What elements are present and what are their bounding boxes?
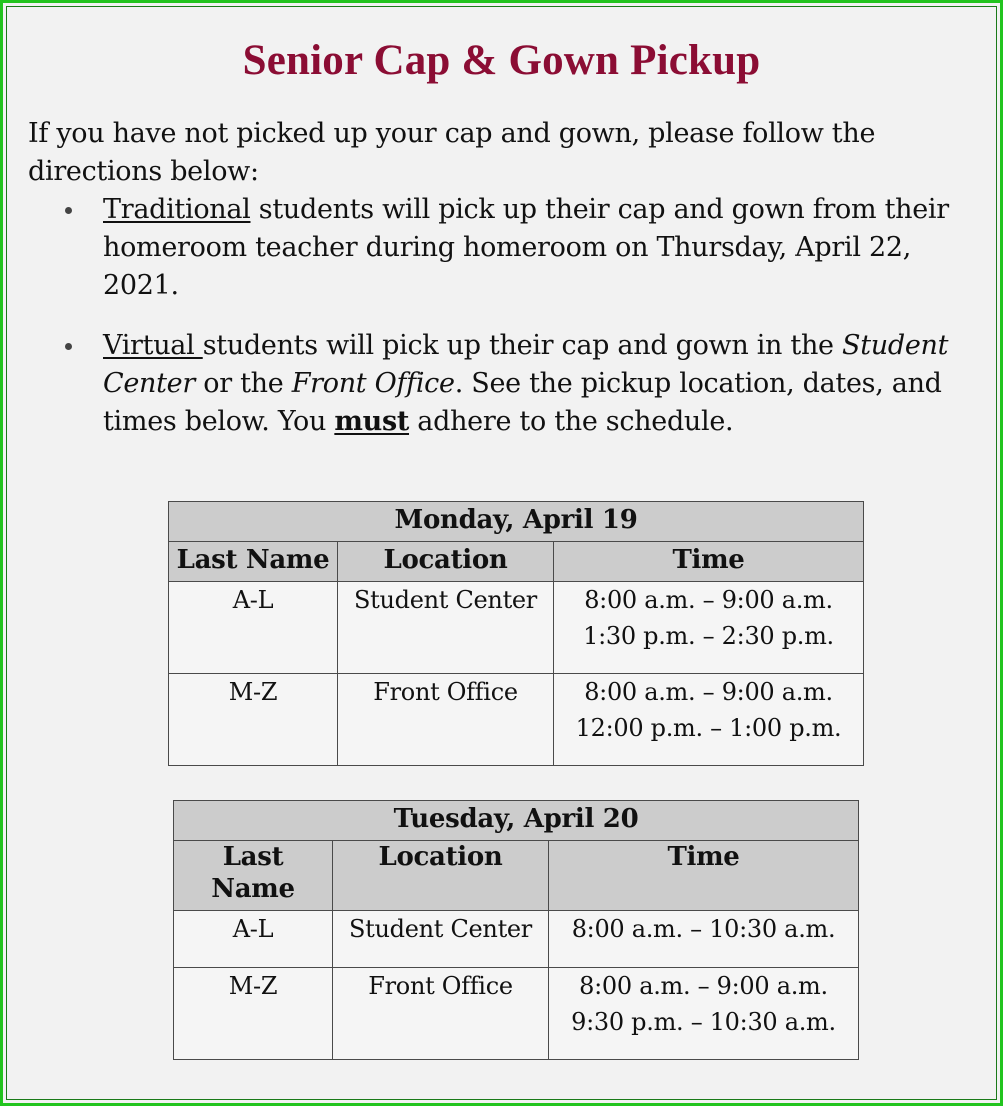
bullet-icon [65, 207, 72, 214]
bullet-virtual [103, 327, 983, 441]
cell-last-name: M-Z [174, 968, 333, 1060]
time-slot: 8:00 a.m. – 9:00 a.m. [584, 586, 833, 614]
place-front-office: Front Office [291, 368, 455, 399]
time-slot: 8:00 a.m. – 9:00 a.m. [579, 972, 828, 1000]
time-slot: 9:30 p.m. – 10:30 a.m. [571, 1008, 836, 1036]
must-emphasis: must [334, 406, 410, 437]
place-student-center: Student Center [103, 330, 949, 399]
column-header-time: Time [554, 542, 864, 582]
bullet-icon [65, 343, 72, 350]
virtual-text: . See the pickup location, dates, and times below. You [103, 368, 942, 437]
table-day-heading: Monday, April 19 [169, 502, 864, 542]
cell-last-name: M-Z [169, 674, 338, 766]
column-header-time: Time [549, 841, 859, 911]
bullet-traditional [103, 191, 983, 305]
virtual-text: adhere to the schedule. [409, 406, 734, 437]
cell-location: Student Center [338, 582, 554, 674]
schedule-table-tuesday [173, 800, 859, 1060]
intro-text: If you have not picked up your cap and gown, please follow the directions below: [28, 118, 876, 187]
traditional-text: students will pick up their cap and gown from their homeroom teacher during homeroom on Thursday, April 22, 2021. [103, 194, 949, 301]
cell-location: Front Office [338, 674, 554, 766]
virtual-label: Virtual [103, 330, 203, 361]
cell-location: Student Center [333, 911, 549, 968]
cell-last-name: A-L [169, 582, 338, 674]
time-slot: 1:30 p.m. – 2:30 p.m. [583, 622, 834, 650]
cell-time [549, 911, 859, 968]
column-header-location: Location [338, 542, 554, 582]
cell-time [549, 968, 859, 1060]
cell-last-name: A-L [174, 911, 333, 968]
virtual-text: students will pick up their cap and gown in the [202, 330, 843, 361]
table-row [174, 911, 859, 968]
column-header-location: Location [333, 841, 549, 911]
table-row [174, 968, 859, 1060]
time-slot: 8:00 a.m. – 9:00 a.m. [584, 678, 833, 706]
column-header-last-name: Last Name [169, 542, 338, 582]
header-line: Name [211, 874, 295, 904]
cell-time [554, 582, 864, 674]
virtual-text: or the [194, 368, 292, 399]
column-header-last-name [174, 841, 333, 911]
cell-location: Front Office [333, 968, 549, 1060]
time-slot: 12:00 p.m. – 1:00 p.m. [575, 714, 842, 742]
schedule-table-monday [168, 501, 864, 766]
traditional-label: Traditional [103, 194, 251, 225]
table-row [169, 674, 864, 766]
time-slot: 8:00 a.m. – 10:30 a.m. [571, 915, 836, 943]
cell-time [554, 674, 864, 766]
table-day-heading: Tuesday, April 20 [174, 801, 859, 841]
table-row [169, 582, 864, 674]
header-line: Last [222, 842, 284, 872]
page-title: Senior Cap & Gown Pickup [242, 37, 761, 84]
